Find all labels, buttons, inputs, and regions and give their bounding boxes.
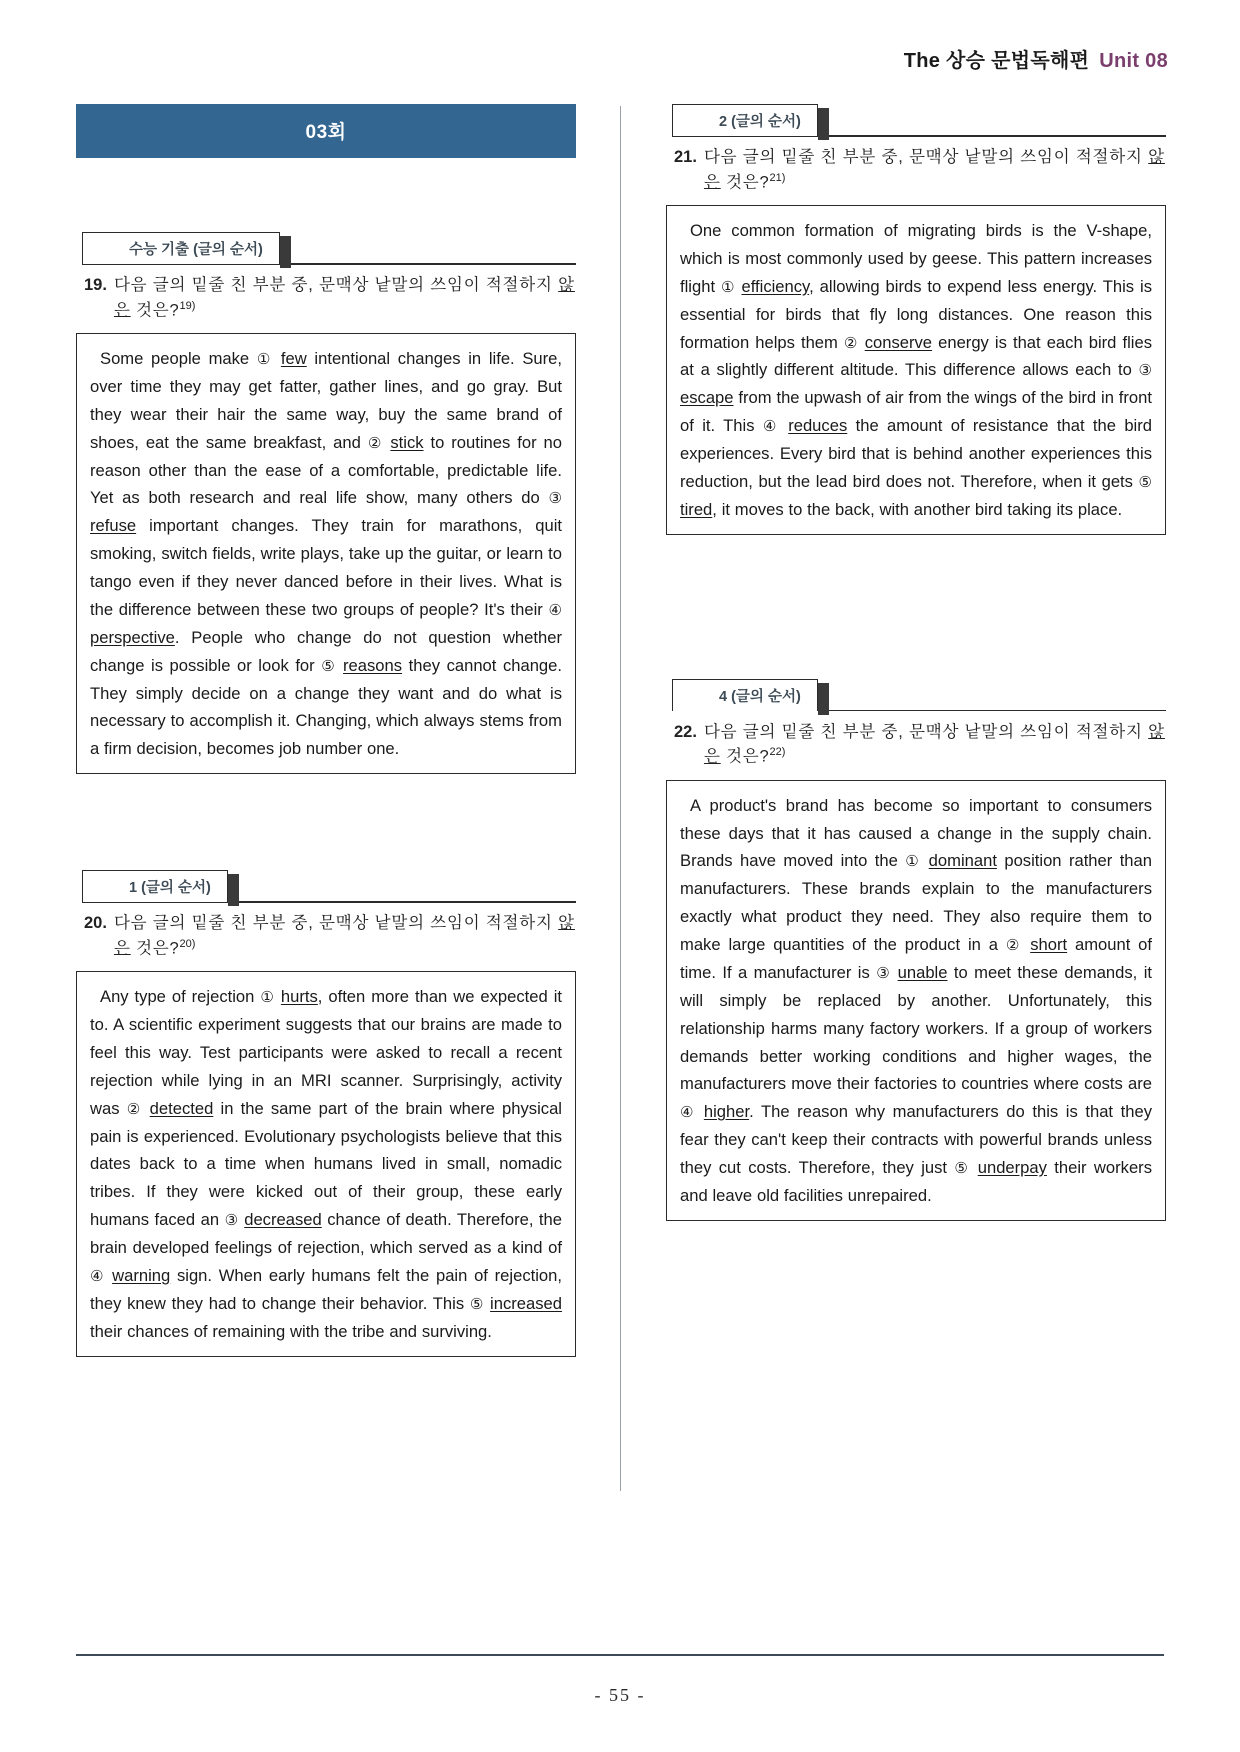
passage-text: One common formation of migrating birds is the V-shape, which is most commonly used by geese. This pattern increases flight ① efficiency, allowing birds to expend less energy. This is essential for birds that fly long distances. One reason this formation helps them ② conserve energy is that each bird flies at a slightly different altitude. This difference allows each to ③ escape from the upwash of air from the wings of the bird in front of it. This ④ reduces the amount of resistance that the bird experiences. Every bird that is behind another experiences this reduction, but the lead bird does not. Therefore, when it gets ⑤ tired, it moves to the back, with another bird taking its place. — [680, 221, 1152, 519]
question-text — [114, 273, 576, 323]
prompt-part-1: 다음 글의 밑줄 친 부분 중, 문맥상 낱말의 쓰임이 적절하지 — [703, 148, 1149, 166]
footnote-marker: 21) — [769, 171, 786, 184]
column-divider — [620, 106, 621, 1491]
question-block-19 — [76, 232, 576, 774]
passage-box — [666, 780, 1166, 1221]
section-tab — [666, 679, 1166, 713]
left-column — [76, 104, 576, 1357]
prompt-part-1: 다음 글의 밑줄 친 부분 중, 문맥상 낱말의 쓰임이 적절하지 — [703, 722, 1149, 741]
spacer — [666, 535, 1166, 631]
section-tab-box — [82, 232, 280, 264]
prompt-part-2: 것은? — [720, 173, 770, 192]
question-prompt — [76, 911, 576, 961]
prompt-negative: 않은 — [113, 914, 575, 958]
tab-shadow — [228, 874, 239, 906]
question-number: 20. — [84, 914, 107, 933]
section-tab — [76, 870, 576, 904]
column-gutter — [576, 104, 666, 1357]
prompt-negative: 않은 — [703, 148, 1165, 192]
section-tab-label: 2 (글의 순서) — [719, 114, 801, 130]
prompt-part-2: 것은? — [130, 939, 180, 958]
unit-label: Unit 08 — [1099, 50, 1168, 72]
prompt-part-1: 다음 글의 밑줄 친 부분 중, 문맥상 낱말의 쓰임이 적절하지 — [113, 914, 559, 933]
book-title: The 상승 문법독해편 — [903, 50, 1090, 72]
section-tab-label: 4 (글의 순서) — [719, 688, 801, 705]
prompt-negative: 않은 — [113, 276, 575, 320]
tab-shadow — [818, 108, 829, 140]
section-tab-label: 1 (글의 순서) — [129, 880, 211, 897]
prompt-part-1: 다음 글의 밑줄 친 부분 중, 문맥상 낱말의 쓰임이 적절하지 — [113, 276, 559, 294]
passage-text: Any type of rejection ① hurts, often more than we expected it to. A scientific experiment suggests that our brains are made to feel this way. Test participants were asked to recall a recent rejection while lying in an MRI scanner. Surprisingly, activity was ② detected in the same part of the brain where physical pain is experienced. Evolutionary psychologists believe that this dates back to a time when humans lived in small, nomadic tribes. If they were kicked out of their group, these early humans faced an ③ decreased chance of death. Therefore, the brain developed feelings of rejection, which served as a kind of ④ warning sign. When early humans felt the pain of rejection, they knew they had to change their behavior. This ⑤ increased their chances of remaining with the tribe and surviving. — [90, 987, 563, 1341]
question-number: 21. — [674, 148, 697, 166]
question-text — [704, 720, 1166, 770]
footer-divider — [76, 1654, 1164, 1656]
spacer — [76, 158, 576, 232]
question-prompt — [666, 145, 1166, 195]
page-header — [904, 44, 1168, 73]
question-text — [114, 911, 576, 961]
passage-text: A product's brand has become so important to consumers these days that it has caused a change in the supply chain. Brands have moved into the ① dominant position rather than manufacturers. These brands explain to the manufacturers exactly what product they need. They also require them to make large quantities of the product in a ② short amount of time. If a manufacturer is ③ unable to meet these demands, it will simply be replaced by another. Unfortunately, this relationship harms many factory workers. If a group of workers demands better working conditions and higher wages, the manufacturers move their factories to countries where costs are ④ higher. The reason why manufacturers do this is that they fear they can't keep their contracts with powerful brands unless they cut costs. Therefore, they just ⑤ underpay their workers and leave old facilities unrepaired. — [680, 795, 1153, 1205]
question-prompt — [666, 720, 1166, 770]
section-tab-label: 수능 기출 (글의 순서) — [129, 242, 263, 258]
prompt-part-2: 것은? — [130, 301, 180, 320]
footnote-marker: 22) — [769, 746, 786, 759]
two-column-layout — [76, 104, 1166, 1357]
question-number: 22. — [674, 722, 697, 741]
passage-box — [76, 971, 576, 1356]
tab-shadow — [280, 236, 291, 268]
spacer — [666, 631, 1166, 679]
prompt-part-2: 것은? — [720, 747, 770, 766]
question-number: 19. — [84, 276, 107, 294]
passage-box — [76, 333, 576, 774]
passage-text: Some people make ① few intentional changes in life. Sure, over time they may get fatter, gather lines, and go gray. But they wear their hair the same way, buy the same brand of shoes, eat the same breakfast, and ② stick to routines for no reason other than the ease of a comfortable, predictable life. Yet as both research and real life show, many others do ③ refuse important changes. They train for marathons, quit smoking, switch fields, write plays, take up the guitar, or learn to tango even if they never danced before in their lives. What is the difference between these two groups of people? It's their ④ perspective. People who change do not question whether change is possible or look for ⑤ reasons they cannot change. They simply decide on a change they want and do what is necessary to accomplish it. Changing, which always stems from a firm decision, becomes job number one. — [90, 349, 563, 759]
passage-box — [666, 205, 1166, 535]
tab-shadow — [818, 683, 829, 715]
question-block-21 — [666, 104, 1166, 535]
section-tab-box — [672, 104, 818, 136]
question-block-20 — [76, 870, 576, 1356]
footnote-marker: 19) — [179, 299, 196, 312]
right-column — [666, 104, 1166, 1357]
prompt-negative: 않은 — [703, 722, 1165, 766]
spacer — [76, 774, 576, 870]
footnote-marker: 20) — [179, 937, 196, 950]
question-block-22 — [666, 679, 1166, 1221]
section-tab — [76, 232, 576, 266]
question-prompt — [76, 273, 576, 323]
section-tab-box — [672, 679, 818, 711]
round-title-banner: 03회 — [76, 104, 576, 158]
section-tab-box — [82, 870, 228, 902]
page-number: - 55 - — [594, 1685, 646, 1705]
question-text — [704, 145, 1166, 195]
section-tab — [666, 104, 1166, 138]
